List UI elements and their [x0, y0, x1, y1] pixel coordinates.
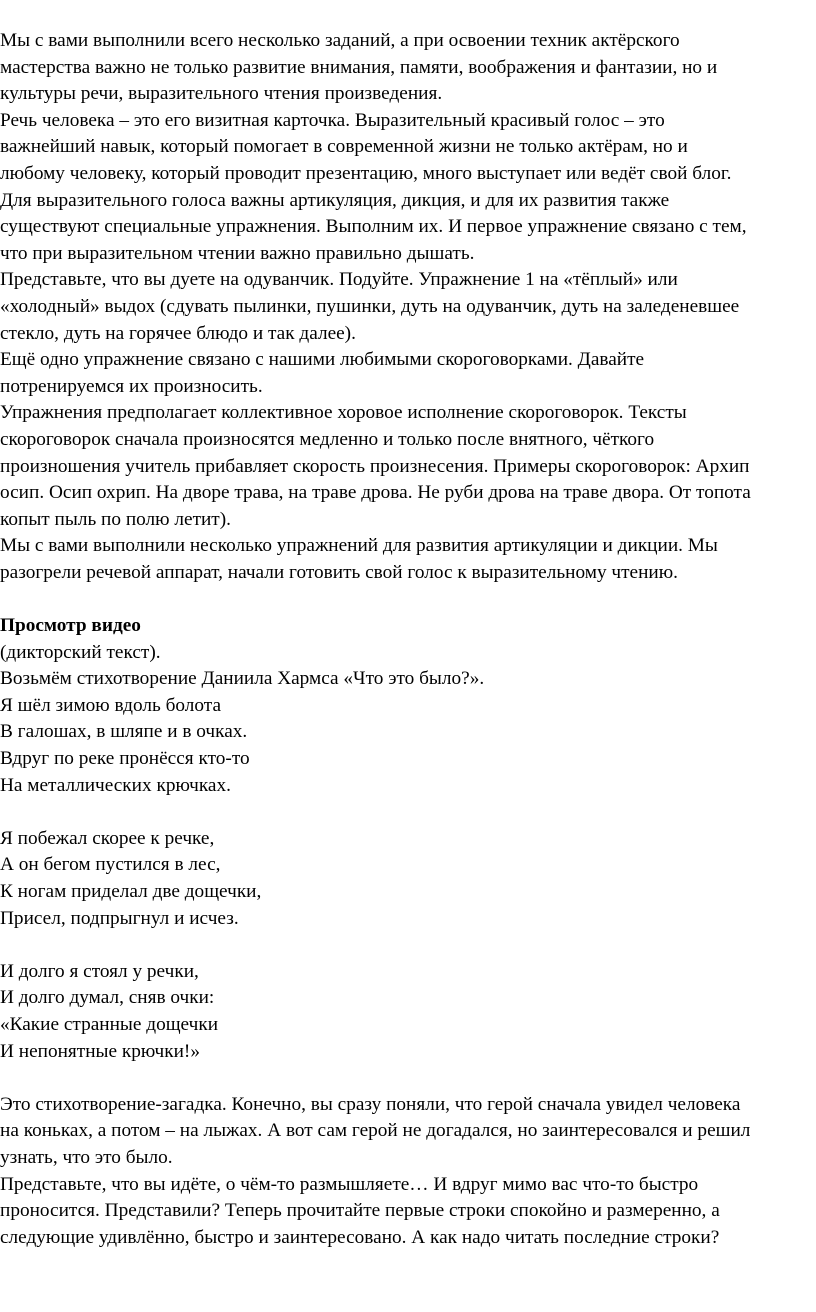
paragraph-riddle	[0, 1092, 816, 1172]
text-line: разогрели речевой аппарат, начали готовить свой голос к выразительному чтению.	[0, 561, 678, 583]
paragraph-breathing-exercise	[0, 267, 816, 347]
text-line: Это стихотворение-загадка. Конечно, вы сразу поняли, что герой сначала увидел человека	[0, 1093, 741, 1115]
section-heading: Просмотр видео	[0, 615, 141, 637]
text-line: важнейший навык, который помогает в современной жизни не только актёрам, но и	[0, 136, 688, 158]
text-line: Представьте, что вы дуете на одуванчик. Подуйте. Упражнение 1 на «тёплый» или	[0, 269, 678, 291]
poem-line: А он бегом пустился в лес,	[0, 854, 221, 876]
text-line: на коньках, а потом – на лыжах. А вот сам герой не догадался, но заинтересовался и решил	[0, 1120, 751, 1142]
poem-line: И долго я стоял у речки,	[0, 960, 199, 982]
text-line: Мы с вами выполнили несколько упражнений для развития артикуляции и дикции. Мы	[0, 535, 718, 557]
text-line: существуют специальные упражнения. Выполним их. И первое упражнение связано с тем,	[0, 216, 747, 238]
text-line: проносится. Представили? Теперь прочитайте первые строки спокойно и размеренно, а	[0, 1200, 720, 1222]
text-line: скороговорок сначала произносятся медленно и только после внятного, чёткого	[0, 428, 655, 450]
text-line: (дикторский текст).	[0, 641, 161, 663]
text-line: Возьмём стихотворение Даниила Хармса «Что это было?».	[0, 668, 485, 690]
text-line: что при выразительном чтении важно правильно дышать.	[0, 242, 475, 264]
text-line: Представьте, что вы идёте, о чём-то размышляете… И вдруг мимо вас что-то быстро	[0, 1173, 699, 1195]
text-line: Мы с вами выполнили всего несколько заданий, а при освоении техник актёрского	[0, 30, 680, 51]
text-line: мастерства важно не только развитие внимания, памяти, воображения и фантазии, но и	[0, 56, 718, 78]
text-line: любому человеку, который проводит презентацию, много выступает или ведёт свой блог.	[0, 162, 732, 184]
poem-stanza-3	[0, 959, 816, 1065]
poem-line: На металлических крючках.	[0, 774, 231, 796]
blank-line	[0, 799, 816, 826]
blank-line	[0, 1065, 816, 1092]
poem-line: В галошах, в шляпе и в очках.	[0, 721, 248, 743]
text-line: «холодный» выдох (сдувать пылинки, пушинки, дуть на одуванчик, дуть на заледеневшее	[0, 295, 740, 317]
text-line: следующие удивлённо, быстро и заинтересовано. А как надо читать последние строки?	[0, 1226, 720, 1248]
poem-line: К ногам приделал две дощечки,	[0, 881, 262, 902]
poem-line: И непонятные крючки!»	[0, 1040, 200, 1062]
text-line: копыт пыль по полю летит).	[0, 508, 231, 530]
text-line: стекло, дуть на горячее блюдо и так далее).	[0, 322, 356, 344]
text-line: узнать, что это было.	[0, 1146, 173, 1168]
blank-line	[0, 932, 816, 959]
blank-line	[0, 586, 816, 613]
text-line: Упражнения предполагает коллективное хоровое исполнение скороговорок. Тексты	[0, 402, 687, 424]
text-line: потренируемся их произносить.	[0, 375, 263, 397]
section-video	[0, 613, 816, 799]
document-page	[0, 28, 816, 1251]
text-line: культуры речи, выразительного чтения произведения.	[0, 83, 443, 105]
poem-line: И долго думал, сняв очки:	[0, 987, 215, 1009]
paragraph-intro-1	[0, 28, 816, 108]
poem-line: Вдруг по реке пронёсся кто-то	[0, 748, 250, 770]
text-line: произношения учитель прибавляет скорость произнесения. Примеры скороговорок: Архип	[0, 455, 750, 477]
poem-line: Я шёл зимою вдоль болота	[0, 694, 222, 716]
paragraph-speech	[0, 108, 816, 268]
text-line: осип. Осип охрип. На дворе трава, на траве дрова. Не руби дрова на траве двора. От топота	[0, 482, 751, 504]
paragraph-tongue-twisters	[0, 400, 816, 533]
text-line: Ещё одно упражнение связано с нашими любимыми скороговорками. Давайте	[0, 349, 645, 371]
paragraph-summary	[0, 533, 816, 586]
poem-line: Присел, подпрыгнул и исчез.	[0, 907, 239, 929]
poem-stanza-2	[0, 826, 816, 932]
text-line: Речь человека – это его визитная карточка. Выразительный красивый голос – это	[0, 109, 665, 131]
paragraph-imagine	[0, 1172, 816, 1252]
paragraph-tongue-twisters-intro	[0, 347, 816, 400]
poem-line: Я побежал скорее к речке,	[0, 827, 215, 849]
text-line: Для выразительного голоса важны артикуляция, дикция, и для их развития также	[0, 189, 670, 211]
poem-line: «Какие странные дощечки	[0, 1013, 219, 1035]
